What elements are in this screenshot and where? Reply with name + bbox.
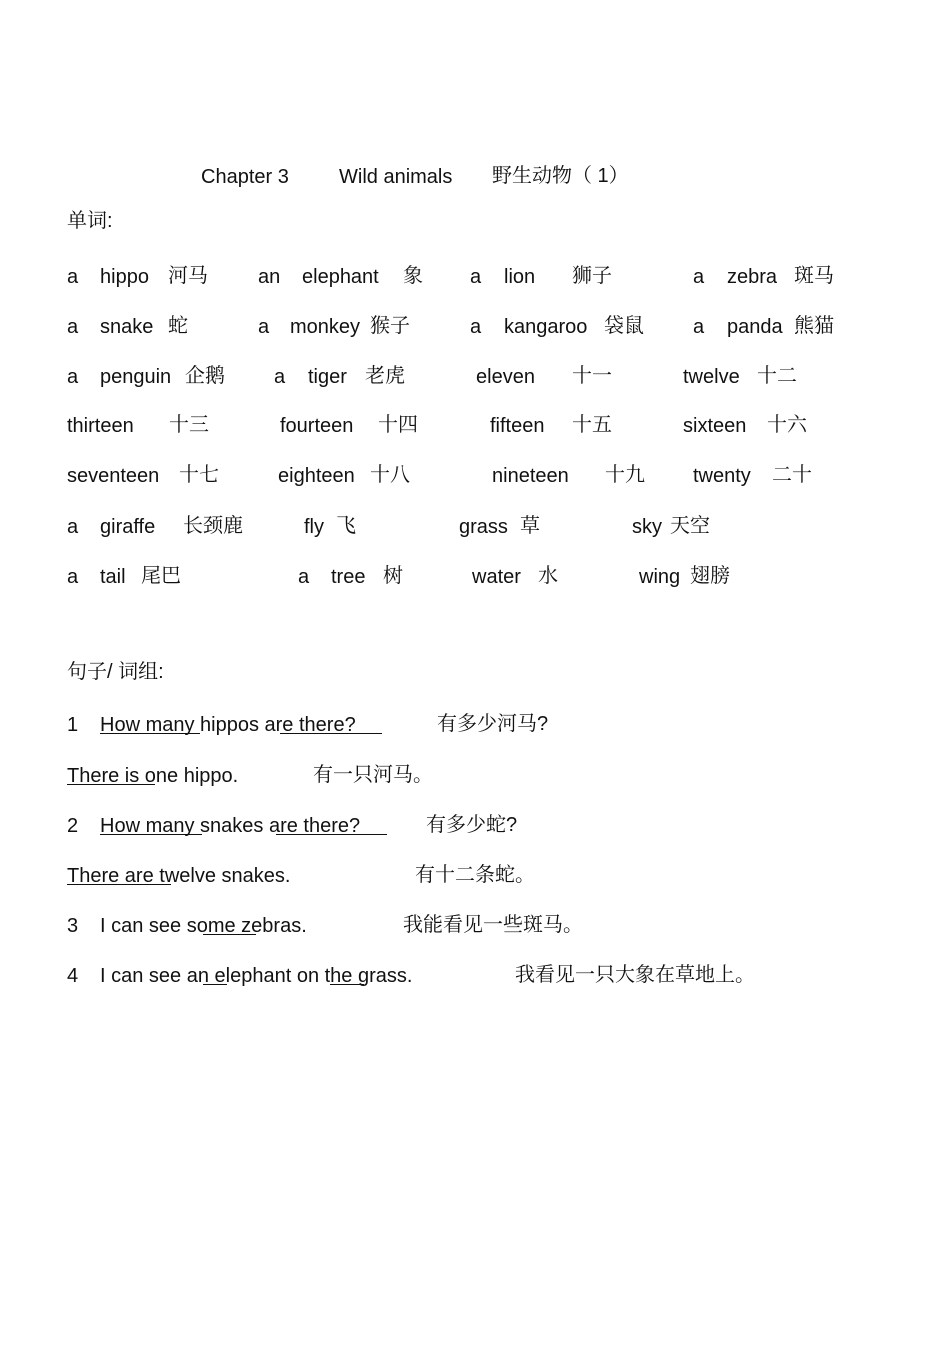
vocab-word: seventeen xyxy=(67,465,160,487)
vocab-translation: 二十 xyxy=(772,464,812,486)
vocab-translation: 十九 xyxy=(605,464,645,486)
vocab-translation: 十四 xyxy=(378,414,418,436)
vocab-translation: 水 xyxy=(538,565,558,587)
vocab-translation: 飞 xyxy=(336,515,356,537)
vocab-article: a xyxy=(470,266,482,288)
sentence-english: I can see an elephant on the grass. xyxy=(100,965,413,987)
underline xyxy=(330,984,364,985)
underline xyxy=(100,733,200,734)
vocab-article: an xyxy=(258,266,281,288)
vocab-article: a xyxy=(274,366,286,388)
vocab-word: sixteen xyxy=(683,415,747,437)
vocab-translation: 蛇 xyxy=(168,315,188,337)
vocab-word: tree xyxy=(331,566,366,588)
vocab-article: a xyxy=(67,566,79,588)
vocab-translation: 十七 xyxy=(179,464,219,486)
underline xyxy=(67,884,171,885)
vocab-word: panda xyxy=(727,316,783,338)
vocab-word: kangaroo xyxy=(504,316,588,338)
vocab-word: fly xyxy=(304,516,324,538)
vocab-article: a xyxy=(693,316,705,338)
vocab-article: a xyxy=(258,316,270,338)
underline xyxy=(100,834,202,835)
sentence-number: 1 xyxy=(67,714,79,736)
underline xyxy=(203,984,227,985)
vocab-translation: 老虎 xyxy=(365,365,405,387)
vocab-word: lion xyxy=(504,266,536,288)
vocab-translation: 十八 xyxy=(370,464,410,486)
sentence-number: 2 xyxy=(67,815,79,837)
vocab-word: snake xyxy=(100,316,154,338)
sentence-chinese: 我看见一只大象在草地上。 xyxy=(515,964,755,986)
vocab-translation: 猴子 xyxy=(370,315,410,337)
vocab-word: fourteen xyxy=(280,415,354,437)
vocab-article: a xyxy=(693,266,705,288)
sentence-number: 4 xyxy=(67,965,79,987)
sentence-english: How many snakes are there? xyxy=(100,815,361,837)
sentence-english: How many hippos are there? xyxy=(100,714,356,736)
vocab-translation: 熊猫 xyxy=(794,315,834,337)
vocab-translation: 草 xyxy=(520,515,540,537)
vocab-translation: 袋鼠 xyxy=(604,315,644,337)
underline xyxy=(280,733,382,734)
vocab-article: a xyxy=(67,516,79,538)
vocab-translation: 象 xyxy=(403,265,423,287)
vocab-article: a xyxy=(67,366,79,388)
vocab-translation: 树 xyxy=(383,565,403,587)
vocab-word: giraffe xyxy=(100,516,156,538)
underline xyxy=(203,934,256,935)
vocab-translation: 十六 xyxy=(767,414,807,436)
vocab-translation: 十一 xyxy=(572,365,612,387)
vocab-translation: 十五 xyxy=(572,414,612,436)
sentence-chinese: 有多少蛇? xyxy=(426,814,518,836)
sentence-english: There are twelve snakes. xyxy=(67,865,291,887)
vocab-translation: 十三 xyxy=(169,414,209,436)
vocab-translation: 尾巴 xyxy=(141,565,181,587)
vocab-article: a xyxy=(470,316,482,338)
vocab-word: monkey xyxy=(290,316,361,338)
underline xyxy=(276,834,387,835)
vocab-word: twelve xyxy=(683,366,740,388)
vocab-translation: 十二 xyxy=(757,365,797,387)
vocab-article: a xyxy=(67,316,79,338)
vocab-word: water xyxy=(472,566,521,588)
sentence-heading: 句子/ 词组: xyxy=(67,661,164,683)
underline xyxy=(67,784,155,785)
vocab-translation: 企鹅 xyxy=(185,365,225,387)
vocab-word: fifteen xyxy=(490,415,545,437)
vocab-word: elephant xyxy=(302,266,379,288)
vocab-word: eleven xyxy=(476,366,535,388)
vocab-word: tiger xyxy=(308,366,347,388)
vocab-word: wing xyxy=(639,566,681,588)
sentence-chinese: 我能看见一些斑马。 xyxy=(403,914,583,936)
sentence-chinese: 有十二条蛇。 xyxy=(415,864,535,886)
vocab-word: zebra xyxy=(727,266,778,288)
vocab-word: penguin xyxy=(100,366,172,388)
vocab-word: twenty xyxy=(693,465,751,487)
sentence-chinese: 有一只河马。 xyxy=(313,764,433,786)
vocab-translation: 斑马 xyxy=(794,265,834,287)
vocab-word: thirteen xyxy=(67,415,134,437)
vocab-word: eighteen xyxy=(278,465,355,487)
sentence-chinese: 有多少河马? xyxy=(437,713,549,735)
vocab-word: nineteen xyxy=(492,465,569,487)
sentence-english: I can see some zebras. xyxy=(100,915,307,937)
vocab-translation: 狮子 xyxy=(572,265,612,287)
vocab-translation: 长颈鹿 xyxy=(183,515,243,537)
vocab-translation: 天空 xyxy=(670,515,710,537)
vocab-translation: 河马 xyxy=(168,265,208,287)
vocab-word: sky xyxy=(632,516,662,538)
vocab-article: a xyxy=(298,566,310,588)
vocab-word: hippo xyxy=(100,266,149,288)
vocab-translation: 翅膀 xyxy=(690,565,730,587)
vocab-heading: 单词: xyxy=(67,210,113,232)
chapter-title-chinese: 野生动物（ 1） xyxy=(492,165,629,187)
chapter-title-english: Wild animals xyxy=(339,166,453,188)
vocab-word: grass xyxy=(459,516,508,538)
sentence-number: 3 xyxy=(67,915,79,937)
sentence-english: There is one hippo. xyxy=(67,765,239,787)
chapter-label: Chapter 3 xyxy=(201,166,289,188)
vocab-article: a xyxy=(67,266,79,288)
vocab-word: tail xyxy=(100,566,126,588)
